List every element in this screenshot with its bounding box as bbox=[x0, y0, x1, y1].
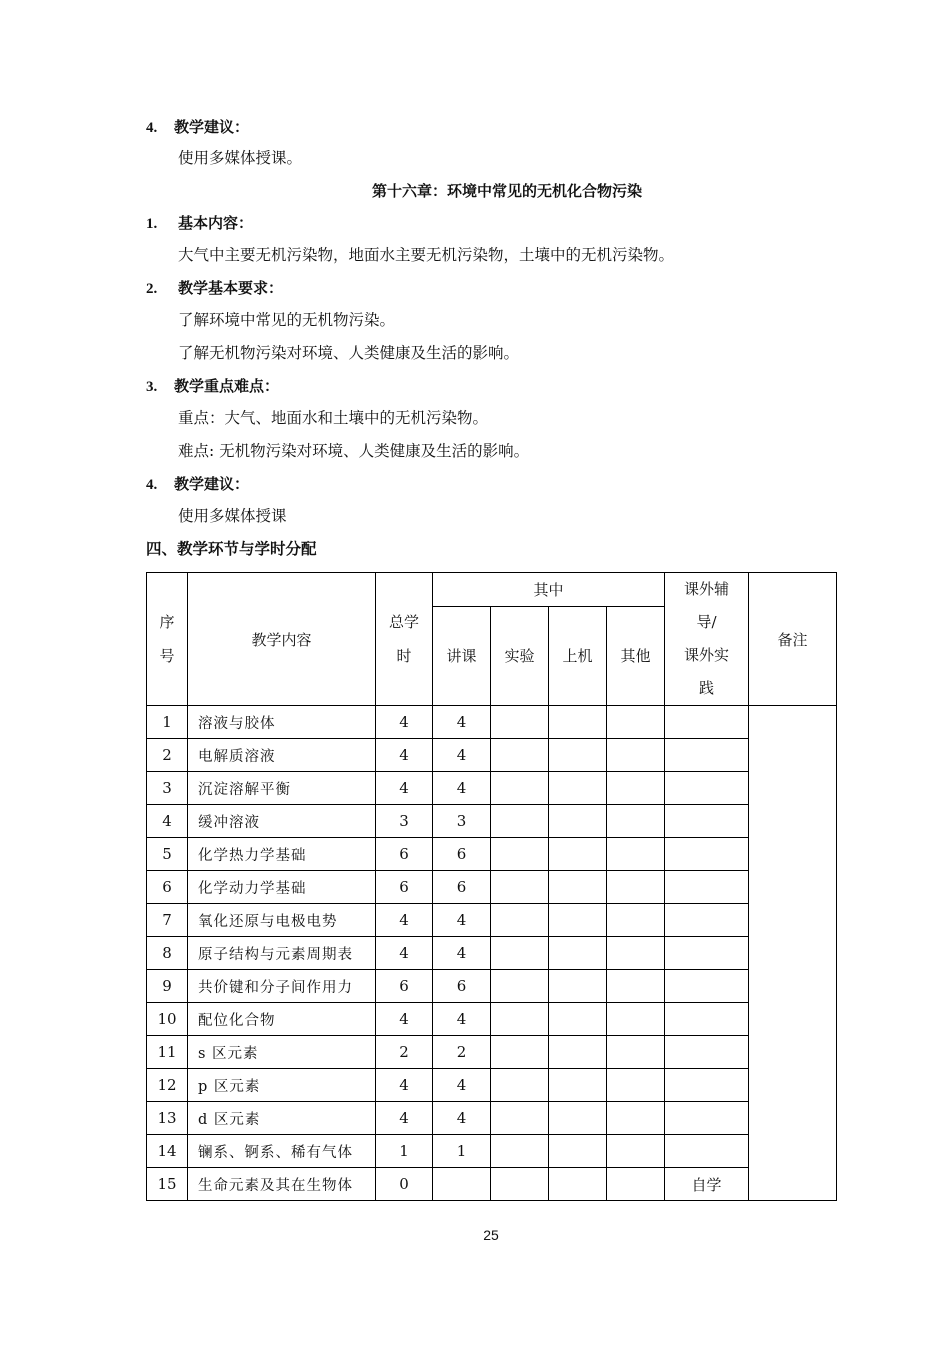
header-computer: 上机 bbox=[549, 606, 607, 705]
row-content: d 区元素 bbox=[188, 1102, 376, 1135]
row-total-hours: 4 bbox=[376, 1102, 433, 1135]
table-header-row bbox=[147, 573, 837, 607]
row-extracurricular bbox=[665, 970, 749, 1003]
row-other-hours bbox=[607, 1168, 665, 1201]
row-lecture-hours: 4 bbox=[433, 706, 491, 739]
table-row bbox=[147, 970, 837, 1003]
row-extracurricular bbox=[665, 739, 749, 772]
row-computer-hours bbox=[549, 1102, 607, 1135]
row-computer-hours bbox=[549, 937, 607, 970]
row-other-hours bbox=[607, 937, 665, 970]
row-lab-hours bbox=[491, 970, 549, 1003]
row-total-hours: 6 bbox=[376, 838, 433, 871]
section-number: 4. bbox=[146, 120, 158, 136]
table-row bbox=[147, 1036, 837, 1069]
row-lab-hours bbox=[491, 739, 549, 772]
row-lecture-hours: 4 bbox=[433, 1003, 491, 1036]
row-number: 4 bbox=[147, 805, 188, 838]
row-content: 共价键和分子间作用力 bbox=[188, 970, 376, 1003]
row-other-hours bbox=[607, 706, 665, 739]
row-lecture-hours: 4 bbox=[433, 1102, 491, 1135]
row-computer-hours bbox=[549, 838, 607, 871]
row-total-hours: 0 bbox=[376, 1168, 433, 1201]
row-extracurricular: 自学 bbox=[665, 1168, 749, 1201]
row-other-hours bbox=[607, 1135, 665, 1168]
row-total-hours: 6 bbox=[376, 970, 433, 1003]
header-text: 时 bbox=[396, 647, 412, 665]
row-number: 2 bbox=[147, 739, 188, 772]
row-number: 9 bbox=[147, 970, 188, 1003]
row-lab-hours bbox=[491, 937, 549, 970]
header-text: 课外辅 bbox=[684, 580, 730, 598]
row-lecture-hours: 4 bbox=[433, 937, 491, 970]
section-number: 3. bbox=[146, 379, 158, 395]
row-number: 15 bbox=[147, 1168, 188, 1201]
section-number: 2. bbox=[146, 281, 158, 297]
row-number: 11 bbox=[147, 1036, 188, 1069]
row-content: s 区元素 bbox=[188, 1036, 376, 1069]
row-extracurricular bbox=[665, 838, 749, 871]
row-extracurricular bbox=[665, 937, 749, 970]
row-lecture-hours: 1 bbox=[433, 1135, 491, 1168]
row-number: 12 bbox=[147, 1069, 188, 1102]
row-computer-hours bbox=[549, 1003, 607, 1036]
row-other-hours bbox=[607, 805, 665, 838]
row-total-hours: 4 bbox=[376, 1003, 433, 1036]
row-lab-hours bbox=[491, 1102, 549, 1135]
row-extracurricular bbox=[665, 1102, 749, 1135]
section-heading bbox=[146, 281, 283, 297]
row-extracurricular bbox=[665, 904, 749, 937]
paragraph: 使用多媒体授课 bbox=[178, 507, 287, 525]
table-row bbox=[147, 1135, 837, 1168]
header-lecture: 讲课 bbox=[433, 606, 491, 705]
row-lab-hours bbox=[491, 1036, 549, 1069]
row-total-hours: 4 bbox=[376, 772, 433, 805]
header-lab: 实验 bbox=[491, 606, 549, 705]
table-row bbox=[147, 706, 837, 739]
row-lecture-hours: 6 bbox=[433, 970, 491, 1003]
row-other-hours bbox=[607, 1102, 665, 1135]
paragraph: 大气中主要无机污染物，地面水主要无机污染物，土壤中的无机污染物。 bbox=[178, 246, 675, 264]
row-computer-hours bbox=[549, 706, 607, 739]
row-note bbox=[749, 706, 837, 1201]
header-text: 序 bbox=[159, 613, 175, 631]
row-lab-hours bbox=[491, 904, 549, 937]
row-content: 氧化还原与电极电势 bbox=[188, 904, 376, 937]
section-title: 教学建议： bbox=[174, 118, 250, 136]
row-computer-hours bbox=[549, 1168, 607, 1201]
row-lecture-hours: 4 bbox=[433, 904, 491, 937]
row-other-hours bbox=[607, 904, 665, 937]
table-row bbox=[147, 1069, 837, 1102]
table-row bbox=[147, 772, 837, 805]
row-number: 3 bbox=[147, 772, 188, 805]
header-text: 导/ bbox=[696, 613, 717, 631]
row-content: 镧系、锕系、稀有气体 bbox=[188, 1135, 376, 1168]
header-among: 其中 bbox=[433, 573, 665, 607]
header-extra bbox=[665, 573, 749, 706]
chapter-title: 第十六章：环境中常见的无机化合物污染 bbox=[371, 182, 642, 200]
section-title: 基本内容： bbox=[178, 214, 254, 232]
row-total-hours: 4 bbox=[376, 739, 433, 772]
row-total-hours: 6 bbox=[376, 871, 433, 904]
row-content: 化学动力学基础 bbox=[188, 871, 376, 904]
table-row bbox=[147, 937, 837, 970]
row-total-hours: 3 bbox=[376, 805, 433, 838]
row-lab-hours bbox=[491, 1168, 549, 1201]
row-number: 5 bbox=[147, 838, 188, 871]
row-number: 13 bbox=[147, 1102, 188, 1135]
row-extracurricular bbox=[665, 1135, 749, 1168]
section-heading bbox=[146, 477, 249, 493]
section-heading bbox=[146, 379, 279, 395]
row-content: 溶液与胶体 bbox=[188, 706, 376, 739]
row-number: 6 bbox=[147, 871, 188, 904]
row-content: p 区元素 bbox=[188, 1069, 376, 1102]
header-content: 教学内容 bbox=[188, 573, 376, 706]
row-extracurricular bbox=[665, 706, 749, 739]
row-content: 缓冲溶液 bbox=[188, 805, 376, 838]
row-lecture-hours: 4 bbox=[433, 772, 491, 805]
row-lab-hours bbox=[491, 1003, 549, 1036]
header-text: 践 bbox=[699, 679, 715, 697]
header-total bbox=[376, 573, 433, 706]
row-extracurricular bbox=[665, 871, 749, 904]
row-other-hours bbox=[607, 739, 665, 772]
row-other-hours bbox=[607, 772, 665, 805]
row-content: 原子结构与元素周期表 bbox=[188, 937, 376, 970]
schedule-table bbox=[146, 572, 837, 1201]
row-lab-hours bbox=[491, 871, 549, 904]
row-lab-hours bbox=[491, 805, 549, 838]
header-text: 号 bbox=[159, 647, 175, 665]
table-row bbox=[147, 1102, 837, 1135]
row-total-hours: 2 bbox=[376, 1036, 433, 1069]
row-computer-hours bbox=[549, 739, 607, 772]
header-text: 课外实 bbox=[684, 646, 730, 664]
row-total-hours: 4 bbox=[376, 1069, 433, 1102]
paragraph: 难点: 无机物污染对环境、人类健康及生活的影响。 bbox=[178, 442, 530, 460]
row-other-hours bbox=[607, 1069, 665, 1102]
table-row bbox=[147, 871, 837, 904]
paragraph: 了解无机物污染对环境、人类健康及生活的影响。 bbox=[178, 344, 520, 362]
row-extracurricular bbox=[665, 772, 749, 805]
row-computer-hours bbox=[549, 871, 607, 904]
section-title: 教学重点难点： bbox=[174, 377, 280, 395]
header-seq bbox=[147, 573, 188, 706]
row-lab-hours bbox=[491, 1069, 549, 1102]
part-heading: 四、教学环节与学时分配 bbox=[146, 540, 317, 558]
row-computer-hours bbox=[549, 904, 607, 937]
row-other-hours bbox=[607, 838, 665, 871]
table-row bbox=[147, 904, 837, 937]
section-heading bbox=[146, 120, 249, 136]
row-total-hours: 1 bbox=[376, 1135, 433, 1168]
row-computer-hours bbox=[549, 772, 607, 805]
row-lab-hours bbox=[491, 706, 549, 739]
row-lecture-hours: 6 bbox=[433, 871, 491, 904]
row-content: 配位化合物 bbox=[188, 1003, 376, 1036]
row-computer-hours bbox=[549, 1036, 607, 1069]
section-title: 教学建议： bbox=[174, 475, 250, 493]
row-computer-hours bbox=[549, 805, 607, 838]
paragraph: 使用多媒体授课。 bbox=[178, 149, 303, 167]
section-number: 4. bbox=[146, 477, 158, 493]
row-lab-hours bbox=[491, 838, 549, 871]
row-number: 1 bbox=[147, 706, 188, 739]
row-lecture-hours: 3 bbox=[433, 805, 491, 838]
row-content: 电解质溶液 bbox=[188, 739, 376, 772]
row-extracurricular bbox=[665, 805, 749, 838]
row-total-hours: 4 bbox=[376, 937, 433, 970]
row-other-hours bbox=[607, 871, 665, 904]
row-lab-hours bbox=[491, 772, 549, 805]
section-title: 教学基本要求： bbox=[178, 279, 284, 297]
row-lecture-hours: 2 bbox=[433, 1036, 491, 1069]
row-number: 10 bbox=[147, 1003, 188, 1036]
row-other-hours bbox=[607, 1003, 665, 1036]
section-number: 1. bbox=[146, 216, 158, 232]
paragraph: 了解环境中常见的无机物污染。 bbox=[178, 311, 396, 329]
row-total-hours: 4 bbox=[376, 706, 433, 739]
table-row bbox=[147, 1168, 837, 1201]
paragraph: 重点：大气、地面水和土壤中的无机污染物。 bbox=[178, 409, 489, 427]
table-row bbox=[147, 739, 837, 772]
row-computer-hours bbox=[549, 970, 607, 1003]
section-heading bbox=[146, 216, 253, 232]
header-other: 其他 bbox=[607, 606, 665, 705]
row-number: 7 bbox=[147, 904, 188, 937]
header-text: 总学 bbox=[388, 613, 419, 631]
header-note: 备注 bbox=[749, 573, 837, 706]
row-number: 14 bbox=[147, 1135, 188, 1168]
table-row bbox=[147, 838, 837, 871]
row-computer-hours bbox=[549, 1069, 607, 1102]
row-content: 化学热力学基础 bbox=[188, 838, 376, 871]
page-number: 25 bbox=[483, 1227, 499, 1243]
row-other-hours bbox=[607, 1036, 665, 1069]
row-lecture-hours: 6 bbox=[433, 838, 491, 871]
row-lecture-hours bbox=[433, 1168, 491, 1201]
row-content: 沉淀溶解平衡 bbox=[188, 772, 376, 805]
row-content: 生命元素及其在生物体 bbox=[188, 1168, 376, 1201]
row-number: 8 bbox=[147, 937, 188, 970]
row-extracurricular bbox=[665, 1003, 749, 1036]
row-computer-hours bbox=[549, 1135, 607, 1168]
table-row bbox=[147, 1003, 837, 1036]
row-lecture-hours: 4 bbox=[433, 1069, 491, 1102]
row-other-hours bbox=[607, 970, 665, 1003]
row-extracurricular bbox=[665, 1069, 749, 1102]
table-row bbox=[147, 805, 837, 838]
row-extracurricular bbox=[665, 1036, 749, 1069]
row-total-hours: 4 bbox=[376, 904, 433, 937]
row-lecture-hours: 4 bbox=[433, 739, 491, 772]
row-lab-hours bbox=[491, 1135, 549, 1168]
